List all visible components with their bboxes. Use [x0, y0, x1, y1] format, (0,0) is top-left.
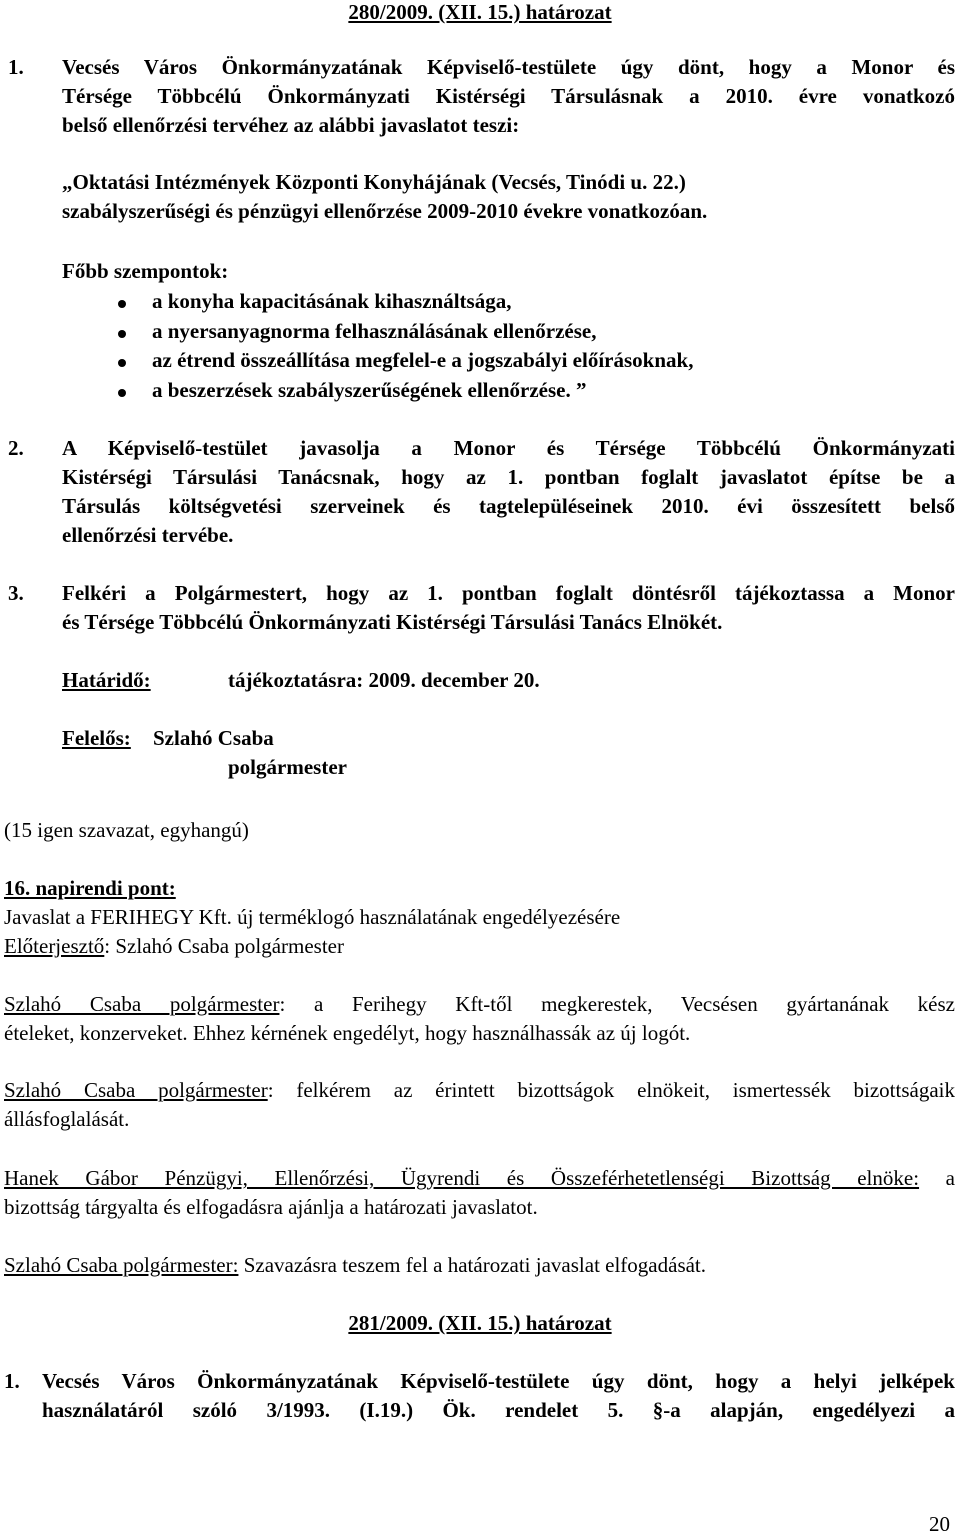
list-item: az étrend összeállítása megfelel-e a jogszabályi előírásoknak,	[152, 348, 694, 372]
minutes-paragraph-line	[4, 992, 955, 1017]
item-number: 2.	[8, 436, 24, 460]
item-text-line: használatáról szóló 3/1993. (I.19.) Ök. rendelet 5. §-a alapján, engedélyezi a	[42, 1398, 955, 1422]
presenter-value: : Szlahó Csaba polgármester	[104, 934, 344, 958]
list-item: a konyha kapacitásának kihasználtsága,	[152, 289, 512, 313]
speech-text-line: ételeket, konzerveket. Ehhez kérnének engedélyt, hogy használhassák az új logót.	[4, 1021, 691, 1045]
speaker-name: Szlahó Csaba polgármester	[4, 992, 280, 1016]
speech-text: : a Ferihegy Kft-től megkerestek, Vecsésen gyártanának kész	[279, 992, 955, 1016]
speech-text: : felkérem az érintett bizottságok elnökeit, ismertessék bizottságaik	[267, 1078, 955, 1102]
resolution-title: 281/2009. (XII. 15.) határozat	[348, 1311, 612, 1335]
item-number: 3.	[8, 581, 24, 605]
list-item: a nyersanyagnorma felhasználásának ellenőrzése,	[152, 319, 597, 343]
agenda-heading: 16. napirendi pont:	[4, 876, 176, 900]
speaker-name: Hanek Gábor Pénzügyi, Ellenőrzési, Ügyrendi és Összeférhetetlenségi Bizottság elnöke:	[4, 1166, 920, 1190]
item-text-line: A Képviselő-testület javasolja a Monor és Térsége Többcélú Önkormányzati	[62, 436, 955, 460]
page-number: 20	[929, 1512, 950, 1536]
speech-text: Szavazásra teszem fel a határozati javaslat elfogadását.	[238, 1253, 707, 1277]
item-text-line: belső ellenőrzési tervéhez az alábbi javaslatot teszi:	[62, 113, 520, 137]
speech-text-line: bizottság tárgyalta és elfogadásra ajánlja a határozati javaslatot.	[4, 1195, 538, 1219]
item-text-line: és Térsége Többcélú Önkormányzati Kistérségi Társulási Tanács Elnökét.	[62, 610, 723, 634]
item-text-line: Felkéri a Polgármestert, hogy az 1. pontban foglalt döntésről tájékoztassa a Monor	[62, 581, 955, 605]
item-text-line: ellenőrzési tervébe.	[62, 523, 234, 547]
item-text-line: Térsége Többcélú Önkormányzati Kistérségi Társulásnak a 2010. évre vonatkozó	[62, 84, 955, 108]
bullet-icon	[118, 359, 126, 367]
speaker-name: Szlahó Csaba polgármester:	[4, 1253, 239, 1277]
list-item: a beszerzések szabályszerűségének ellenőrzése. ”	[152, 378, 587, 402]
bullet-icon	[118, 330, 126, 338]
responsible-label: Felelős:	[62, 726, 131, 750]
quoted-proposal-line: szabályszerűségi és pénzügyi ellenőrzése 2009-2010 évekre vonatkozóan.	[62, 199, 708, 223]
quoted-proposal-line: „Oktatási Intézmények Központi Konyhájának (Vecsés, Tinódi u. 22.)	[62, 170, 686, 194]
speaker-name: Szlahó Csaba polgármester	[4, 1078, 268, 1102]
points-heading: Főbb szempontok:	[62, 259, 229, 283]
presenter-label: Előterjesztő	[4, 934, 105, 958]
resolution-title: 280/2009. (XII. 15.) határozat	[348, 0, 612, 24]
item-text-line: Vecsés Város Önkormányzatának Képviselő-testülete úgy dönt, hogy a helyi jelképek	[42, 1369, 955, 1393]
agenda-subject: Javaslat a FERIHEGY Kft. új terméklogó használatának engedélyezésére	[4, 905, 621, 929]
presenter-line	[4, 934, 344, 959]
item-number: 1.	[8, 55, 24, 79]
item-text-line: Vecsés Város Önkormányzatának Képviselő-testülete úgy dönt, hogy a Monor és	[62, 55, 955, 79]
minutes-paragraph-line	[4, 1078, 955, 1103]
deadline-value: tájékoztatásra: 2009. december 20.	[228, 668, 540, 692]
item-number: 1.	[4, 1369, 20, 1393]
item-text-line: Társulás költségvetési szerveinek és tagtelepüléseinek 2010. évi összesített belső	[62, 494, 955, 518]
vote-result: (15 igen szavazat, egyhangú)	[4, 818, 249, 842]
deadline-label: Határidő:	[62, 668, 151, 692]
responsible-name: Szlahó Csaba	[153, 726, 274, 750]
speech-text: a	[919, 1166, 955, 1190]
bullet-icon	[118, 300, 126, 308]
speech-text-line: állásfoglalását.	[4, 1107, 130, 1131]
bullet-icon	[118, 389, 126, 397]
minutes-paragraph-line	[4, 1253, 706, 1278]
item-text-line: Kistérségi Társulási Tanácsnak, hogy az 1. pontban foglalt javaslatot építse be a	[62, 465, 955, 489]
minutes-paragraph-line	[4, 1166, 955, 1191]
responsible-title: polgármester	[228, 755, 347, 779]
